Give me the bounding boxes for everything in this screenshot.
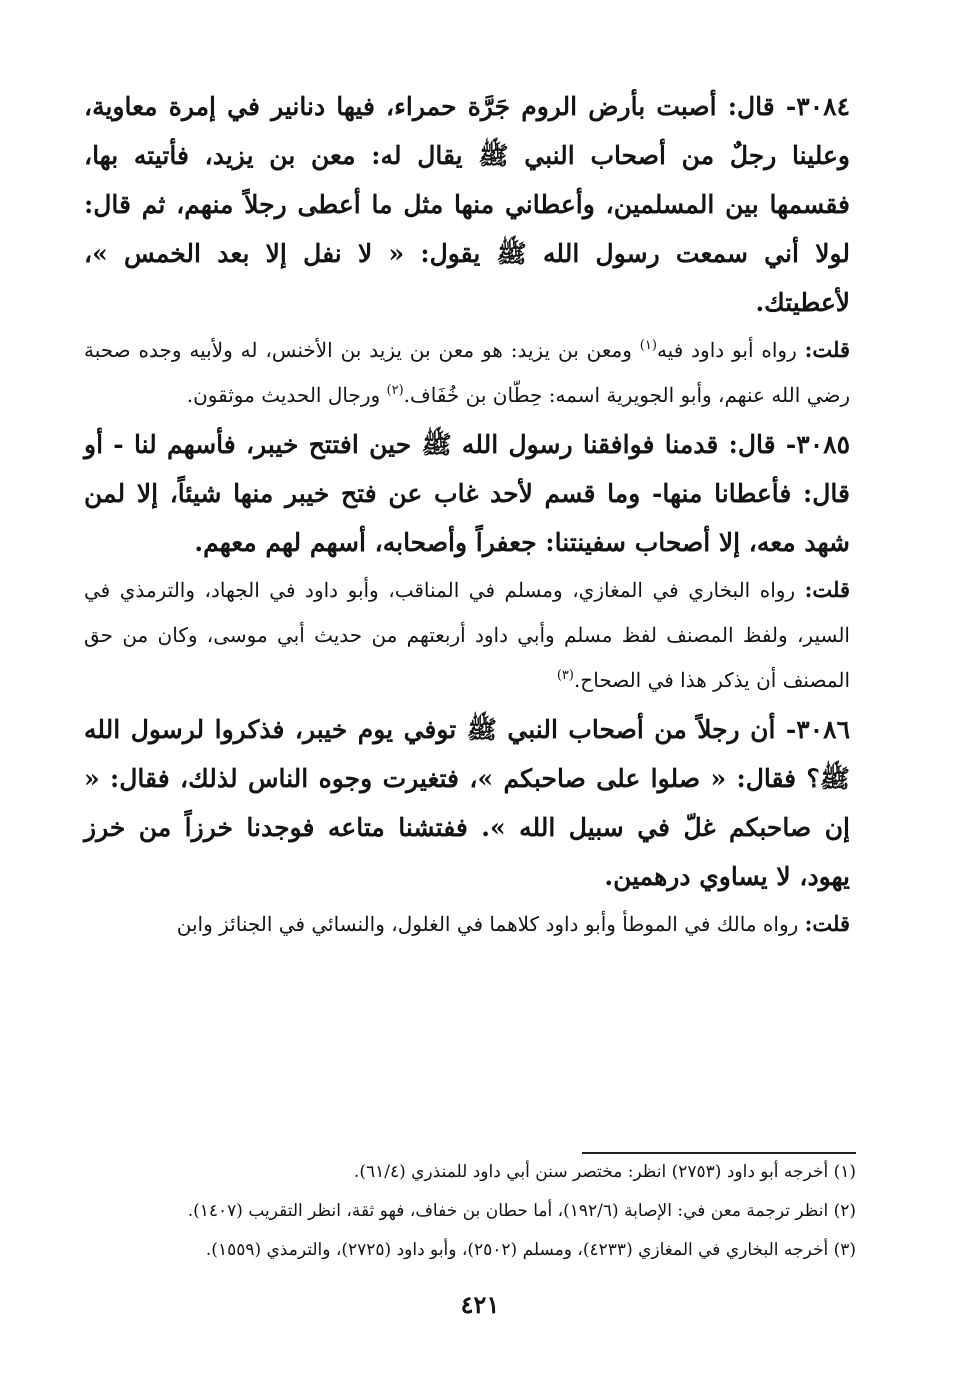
commentary-text: رواه أبو داود فيه (656, 338, 805, 362)
commentary-lead: قلت: (804, 911, 850, 936)
footnote-3: (٣) أخرجه البخاري في المغازي (٤٢٣٣)، ومسلم (٢٥٠٢)، وأبو داود (٢٧٢٥)، والترمذي (١٥٥٩). (205, 1240, 856, 1260)
commentary-text: ورجال الحديث موثقون. (186, 383, 387, 407)
hadith-3084 (84, 82, 850, 327)
page-number: ٤٢١ (460, 1290, 500, 1319)
hadith-text: أن رجلاً من أصحاب النبي ﷺ توفي يوم خيبر، فذكروا لرسول الله ﷺ؟ فقال: « صلوا على صاحبكم »، فتغيرت وجوه الناس لذلك، فقال: « إن صاحبكم غلّ في سبيل الله ». ففتشنا متاعه فوجدنا خرزاً من خرز يهود، لا يساوي درهمين. (84, 715, 850, 891)
commentary-lead: قلت: (804, 577, 850, 602)
footnote-ref: (٣) (556, 668, 574, 683)
hadith-3085 (84, 420, 850, 567)
commentary-3086 (84, 901, 850, 947)
commentary-text: رواه مالك في الموطأ وأبو داود كلاهما في الغلول، والنسائي في الجنائز وابن (176, 912, 805, 936)
footnotes (84, 1153, 856, 1270)
footnote-2: (٢) انظر ترجمة معن في: الإصابة (١٩٢/٦)، أما حطان بن خفاف، فهو ثقة، انظر التقريب (١٤٠٧). (187, 1201, 856, 1221)
commentary-lead: قلت: (804, 337, 850, 362)
commentary-text: رواه البخاري في المغازي، ومسلم في المناقب، وأبو داود في الجهاد، والترمذي في السير، ولفظ المصنف لفظ مسلم وأبي داود أربعتهم من حديث أبي موسى، وكان من حق المصنف أن يذكر هذا في الصحاح. (84, 578, 850, 692)
commentary-3085 (84, 567, 850, 703)
footnote-ref: (١) (639, 338, 657, 353)
hadith-number: ٣٠٨٤- (785, 92, 850, 121)
commentary-3084 (84, 327, 850, 418)
hadith-number: ٣٠٨٥- (785, 430, 850, 459)
footnote-ref: (٢) (386, 383, 404, 398)
hadith-number: ٣٠٨٦- (785, 715, 850, 744)
hadith-3086 (84, 705, 850, 901)
hadith-text: قال: أصبت بأرض الروم جَرَّة حمراء، فيها دنانير في إمرة معاوية، وعلينا رجلٌ من أصحاب النبي ﷺ يقال له: معن بن يزيد، فأتيته بها، فقسمها بين المسلمين، وأعطاني منها مثل ما أعطى رجلاً منهم، ثم قال: لولا أني سمعت رسول الله ﷺ يقول: « لا نفل إلا بعد الخمس »، لأعطيتك. (84, 92, 850, 317)
commentary-text: ومعن بن يزيد: هو معن بن يزيد بن الأخنس، له ولأبيه وجده صحبة رضي الله عنهم، وأبو الجويرية اسمه: حِطّان بن خُفَاف. (84, 338, 850, 407)
hadith-text: قال: قدمنا فوافقنا رسول الله ﷺ حين افتتح خيبر، فأسهم لنا - أو قال: فأعطانا منها- وما قسم لأحد غاب عن فتح خيبر منها شيئاً، إلا لمن شهد معه، إلا أصحاب سفينتنا: جعفراً وأصحابه، أسهم لهم معهم. (84, 430, 850, 557)
footnote-1: (١) أخرجه أبو داود (٢٧٥٣) انظر: مختصر سنن أبي داود للمنذري (٦١/٤). (353, 1162, 856, 1182)
